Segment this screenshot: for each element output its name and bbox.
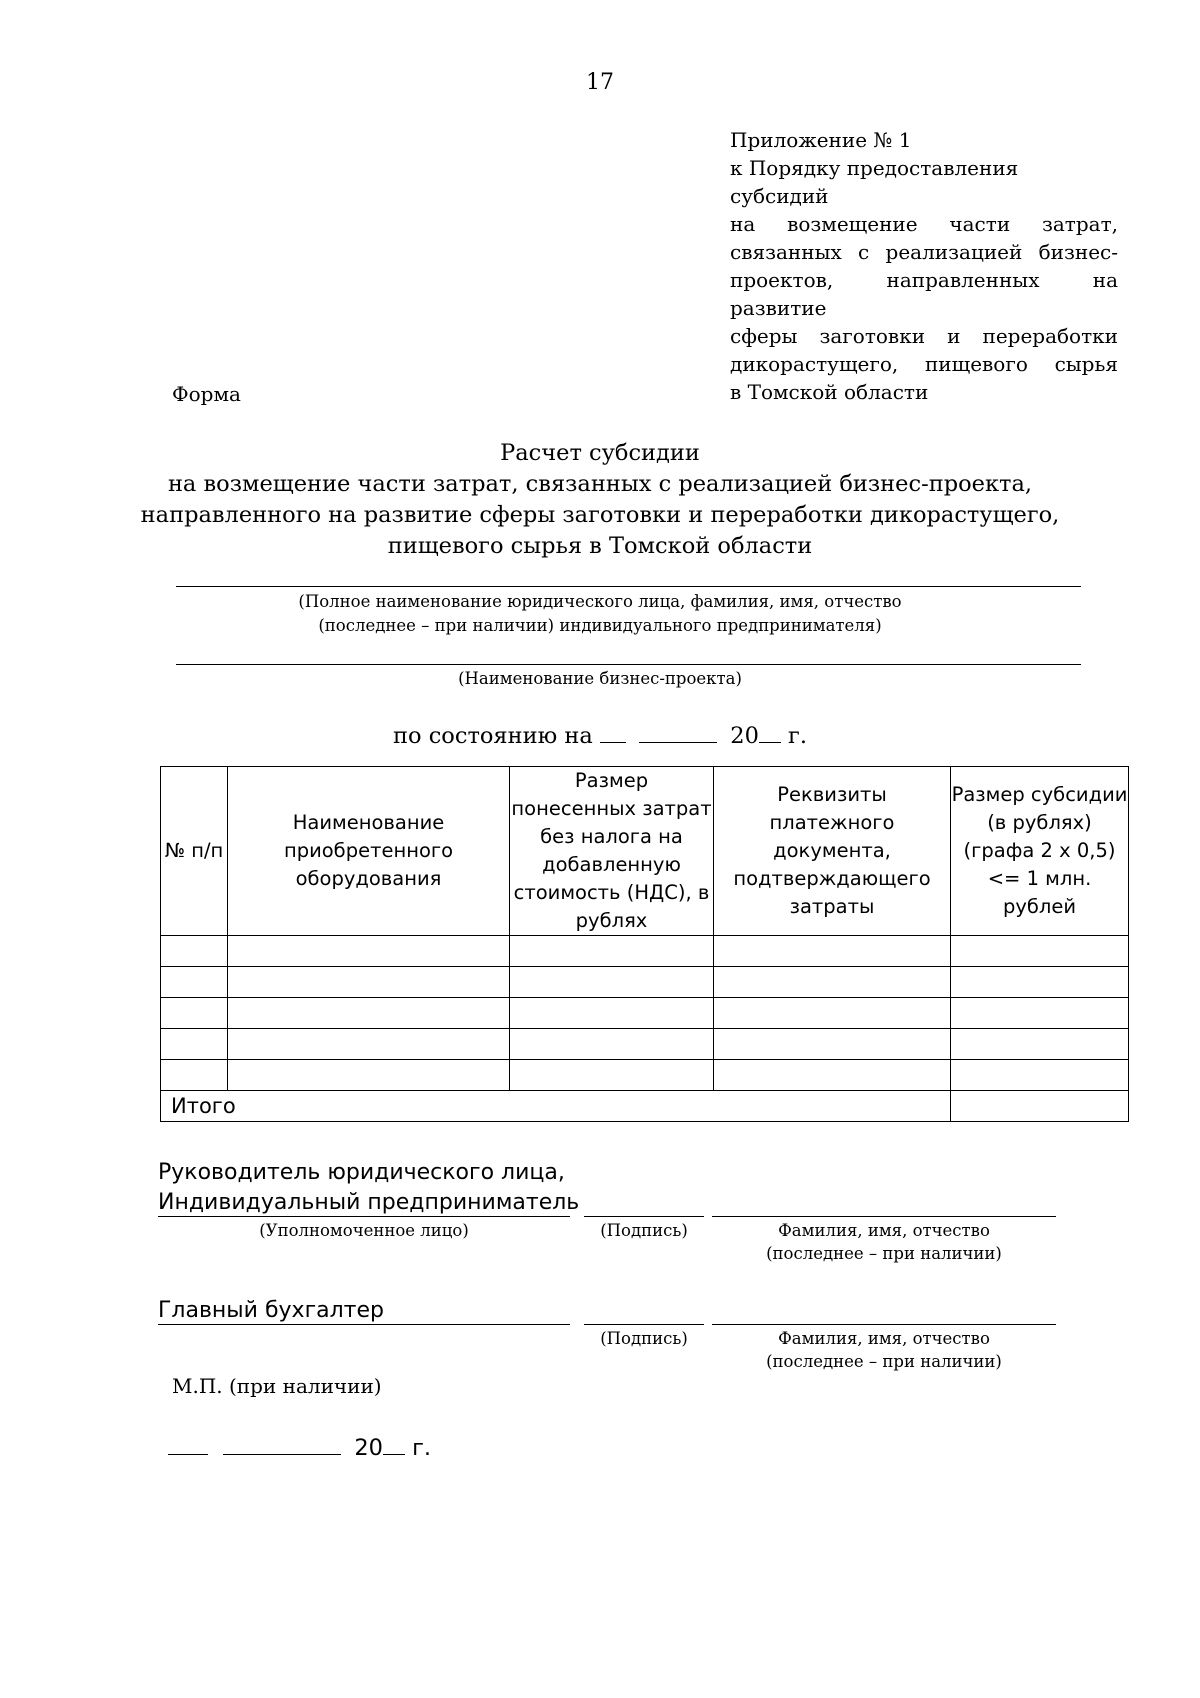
name-caption xyxy=(712,1327,1056,1373)
col-header-number: № п/п xyxy=(161,767,228,936)
table-cell[interactable] xyxy=(510,998,714,1029)
stamp-note: М.П. (при наличии) xyxy=(172,1374,382,1398)
table-cell[interactable] xyxy=(714,936,951,967)
table-cell[interactable] xyxy=(951,998,1129,1029)
role-underline xyxy=(158,1216,570,1217)
table-cell[interactable] xyxy=(510,1029,714,1060)
day-blank[interactable] xyxy=(168,1432,208,1455)
name-caption-line: (последнее – при наличии) xyxy=(766,1352,1002,1371)
table-cell[interactable] xyxy=(228,998,510,1029)
table-cell[interactable] xyxy=(951,1029,1129,1060)
table-cell[interactable] xyxy=(714,998,951,1029)
head-signature-line[interactable] xyxy=(584,1216,704,1217)
title-line: на возмещение части затрат, связанных с реализацией бизнес-проекта, xyxy=(167,471,1033,497)
table-cell[interactable] xyxy=(161,1029,228,1060)
table-cell[interactable] xyxy=(714,967,951,998)
col-header-payment-details: Реквизиты платежного документа, подтверждающего затраты xyxy=(714,767,951,936)
total-label: Итого xyxy=(161,1091,951,1122)
table-cell[interactable] xyxy=(951,967,1129,998)
table-cell[interactable] xyxy=(510,967,714,998)
col-header-costs: Размер понесенных затрат без налога на добавленную стоимость (НДС), в рублях xyxy=(510,767,714,936)
project-name-line[interactable] xyxy=(176,664,1081,665)
table-cell[interactable] xyxy=(161,1060,228,1091)
col-header-equipment: Наименование приобретенного оборудования xyxy=(228,767,510,936)
table-row xyxy=(161,1029,1129,1060)
annex-title: Приложение № 1 xyxy=(730,128,912,152)
table-row xyxy=(161,967,1129,998)
table-cell[interactable] xyxy=(510,1060,714,1091)
year-suffix: г. xyxy=(412,1435,432,1461)
applicant-caption xyxy=(100,590,1100,638)
table-header-row xyxy=(161,767,1129,936)
title-line: Расчет субсидии xyxy=(500,440,700,466)
table-cell[interactable] xyxy=(951,936,1129,967)
annex-line: на возмещение части затрат, xyxy=(730,212,1118,236)
signature-caption: (Подпись) xyxy=(600,1221,688,1240)
table-cell[interactable] xyxy=(228,1029,510,1060)
year-suffix: г. xyxy=(788,723,807,749)
total-row xyxy=(161,1091,1129,1122)
table-cell[interactable] xyxy=(228,936,510,967)
title-line: направленного на развитие сферы заготовки и переработки дикорастущего, xyxy=(140,502,1060,528)
head-role-line1: Руководитель юридического лица, xyxy=(158,1160,565,1185)
table-cell[interactable] xyxy=(228,1060,510,1091)
annex-line: проектов, направленных на развитие xyxy=(730,268,1118,320)
name-caption-line: Фамилия, имя, отчество xyxy=(778,1329,990,1348)
table-cell[interactable] xyxy=(714,1029,951,1060)
annex-line: дикорастущего, пищевого сырья xyxy=(730,352,1118,376)
footer-date xyxy=(168,1432,431,1461)
accountant-name-line[interactable] xyxy=(712,1324,1056,1325)
table-row xyxy=(161,936,1129,967)
year-prefix: 20 xyxy=(730,723,759,749)
document-title xyxy=(100,438,1100,562)
day-blank[interactable] xyxy=(600,720,626,743)
table-cell[interactable] xyxy=(161,936,228,967)
title-line: пищевого сырья в Томской области xyxy=(387,533,813,559)
accountant-role: Главный бухгалтер xyxy=(158,1298,384,1323)
signature-caption: (Подпись) xyxy=(600,1329,688,1348)
head-name-line[interactable] xyxy=(712,1216,1056,1217)
name-caption-line: Фамилия, имя, отчество xyxy=(778,1221,990,1240)
table-cell[interactable] xyxy=(161,967,228,998)
annex-line: к Порядку предоставления субсидий xyxy=(730,156,1019,208)
applicant-name-line[interactable] xyxy=(176,586,1081,587)
accountant-signature-line[interactable] xyxy=(584,1324,704,1325)
as-of-date xyxy=(0,720,1200,749)
col-header-subsidy: Размер субсидии (в рублях) (графа 2 х 0,5) <= 1 млн. рублей xyxy=(951,767,1129,936)
head-role-line2: Индивидуальный предприниматель xyxy=(158,1190,580,1215)
year-blank[interactable] xyxy=(759,720,781,743)
annex-line: в Томской области xyxy=(730,380,929,404)
table-cell[interactable] xyxy=(714,1060,951,1091)
total-value-cell[interactable] xyxy=(951,1091,1129,1122)
annex-line: связанных с реализацией бизнес- xyxy=(730,240,1118,264)
project-caption xyxy=(100,667,1100,691)
table-row xyxy=(161,1060,1129,1091)
annex-line: сферы заготовки и переработки xyxy=(730,324,1118,348)
accountant-role-underline xyxy=(158,1324,570,1325)
caption-line: (последнее – при наличии) индивидуального предпринимателя) xyxy=(318,616,882,635)
caption-line: (Полное наименование юридического лица, фамилия, имя, отчество xyxy=(298,592,902,611)
table-row xyxy=(161,998,1129,1029)
caption-line: (Наименование бизнес-проекта) xyxy=(458,669,742,688)
form-label: Форма xyxy=(172,382,241,406)
month-blank[interactable] xyxy=(639,720,717,743)
year-prefix: 20 xyxy=(354,1435,383,1461)
year-blank[interactable] xyxy=(383,1432,405,1455)
table-cell[interactable] xyxy=(951,1060,1129,1091)
month-blank[interactable] xyxy=(223,1432,341,1455)
annex-block xyxy=(730,126,1118,406)
page-number: 17 xyxy=(586,70,614,95)
authorized-caption: (Уполномоченное лицо) xyxy=(259,1221,469,1240)
name-caption-line: (последнее – при наличии) xyxy=(766,1244,1002,1263)
table-cell[interactable] xyxy=(161,998,228,1029)
subsidy-table xyxy=(160,766,1129,1122)
as-of-prefix: по состоянию на xyxy=(393,723,593,749)
table-cell[interactable] xyxy=(510,936,714,967)
table-cell[interactable] xyxy=(228,967,510,998)
name-caption xyxy=(712,1219,1056,1265)
